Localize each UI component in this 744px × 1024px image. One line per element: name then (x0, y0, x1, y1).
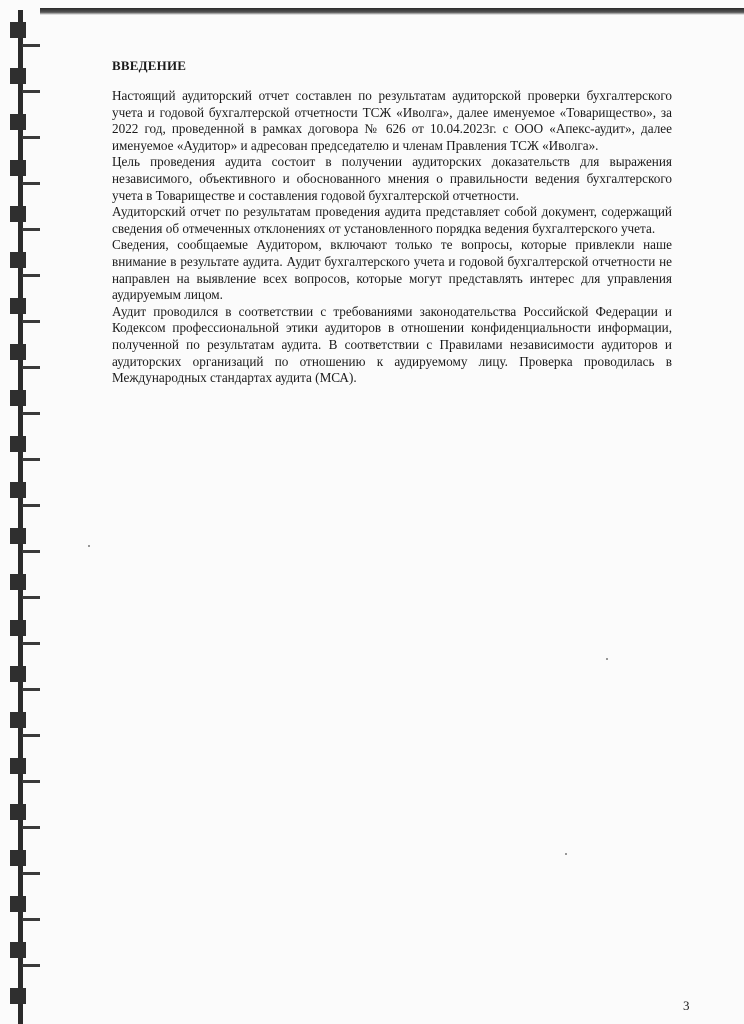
binding-tick (22, 780, 40, 783)
binding-tick (22, 228, 40, 231)
binding-tick (22, 504, 40, 507)
binding-ring (10, 528, 26, 544)
comb-binding (0, 0, 44, 1024)
binding-ring (10, 896, 26, 912)
binding-tick (22, 274, 40, 277)
binding-tick (22, 550, 40, 553)
binding-ring (10, 620, 26, 636)
binding-ring (10, 22, 26, 38)
binding-tick (22, 826, 40, 829)
binding-ring (10, 160, 26, 176)
binding-tick (22, 964, 40, 967)
binding-ring (10, 298, 26, 314)
paragraph-reported-information: Сведения, сообщаемые Аудитором, включают только те вопросы, которые привлекли наше внимание в результате аудита. Аудит бухгалтерского учета и годовой бухгалтерской отчетности не направлен на выявление всех вопросов, которые могут представлять интерес для управления аудируемым лицом. (112, 237, 672, 303)
binding-ring (10, 68, 26, 84)
scan-speck (606, 658, 608, 660)
binding-tick (22, 458, 40, 461)
section-heading: ВВЕДЕНИЕ (112, 58, 187, 73)
binding-tick (22, 412, 40, 415)
binding-ring (10, 804, 26, 820)
paragraph-audit-goal: Цель проведения аудита состоит в получении аудиторских доказательств для выражения независимого, объективного и обоснованного мнения о правильности ведения бухгалтерского учета в Товариществе и составления годовой бухгалтерской отчетности. (112, 154, 672, 203)
binding-ring (10, 436, 26, 452)
binding-ring (10, 574, 26, 590)
binding-tick (22, 734, 40, 737)
binding-tick (22, 320, 40, 323)
binding-tick (22, 872, 40, 875)
page-number: 3 (683, 998, 690, 1013)
binding-tick (22, 596, 40, 599)
binding-ring (10, 206, 26, 222)
binding-tick (22, 366, 40, 369)
binding-ring (10, 712, 26, 728)
binding-ring (10, 390, 26, 406)
scan-top-edge (40, 8, 744, 15)
binding-ring (10, 344, 26, 360)
paragraph-intro: Настоящий аудиторский отчет составлен по результатам аудиторской проверки бухгалтерского учета и годовой бухгалтерской отчетности ТСЖ «Иволга», далее именуемое «Товарищество», за 2022 год, проведенной в рамках договора № 626 от 10.04.2023г. с ООО «Апекс-аудит», далее именуемое «Аудитор» и адресован председателю и членам Правления ТСЖ «Иволга». (112, 88, 672, 153)
scan-speck (565, 853, 567, 855)
binding-ring (10, 252, 26, 268)
binding-tick (22, 90, 40, 93)
binding-tick (22, 44, 40, 47)
binding-tick (22, 918, 40, 921)
paragraph-report-description: Аудиторский отчет по результатам проведения аудита представляет собой документ, содержащий сведения об отмеченных отклонениях от установленного порядка ведения бухгалтерского учета. (112, 204, 672, 236)
binding-ring (10, 482, 26, 498)
scan-speck (88, 545, 90, 547)
binding-ring (10, 942, 26, 958)
document-body (112, 58, 672, 387)
binding-ring (10, 114, 26, 130)
binding-tick (22, 136, 40, 139)
binding-ring (10, 758, 26, 774)
binding-ring (10, 666, 26, 682)
paragraph-audit-standards: Аудит проводился в соответствии с требованиями законодательства Российской Федерации и Кодексом профессиональной этики аудиторов в отношении конфиденциальности информации, полученной по результатам аудита. В соответствии с Правилами независимости аудиторов и аудиторских организаций по отношению к аудируемому лицу. Проверка проводилась в Международных стандартах аудита (МСА). (112, 303, 672, 386)
binding-ring (10, 988, 26, 1004)
binding-tick (22, 688, 40, 691)
binding-tick (22, 642, 40, 645)
binding-tick (22, 182, 40, 185)
binding-ring (10, 850, 26, 866)
